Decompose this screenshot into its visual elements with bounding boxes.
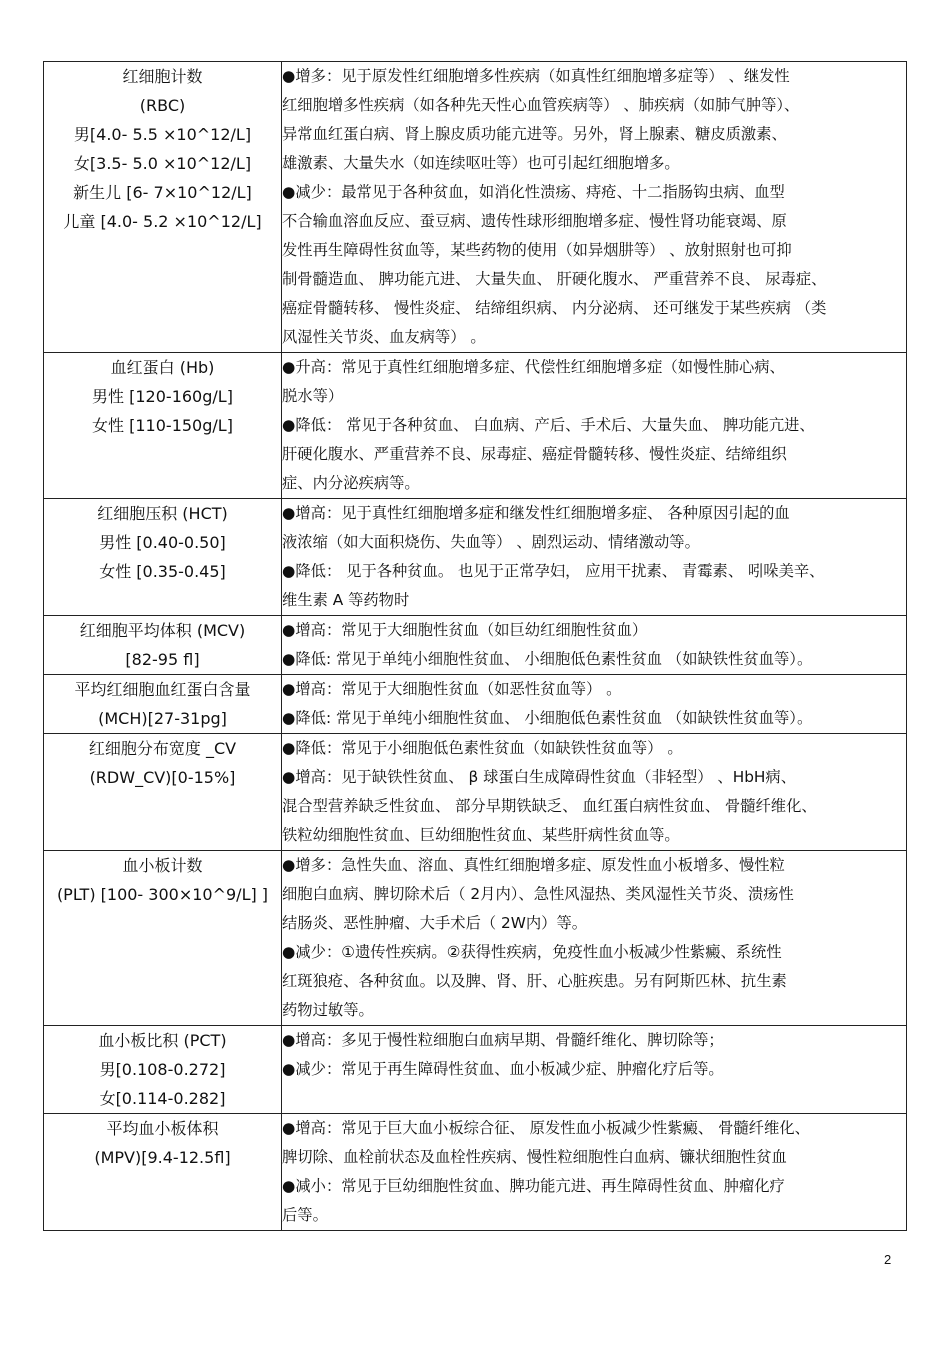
description-line: 不合输血溶血反应、蚕豆病、遗传性球形细胞增多症、慢性肾功能衰竭、原	[282, 212, 787, 230]
description-line: 发性再生障碍性贫血等，某些药物的使用（如异烟肼等） 、放射照射也可抑	[282, 241, 792, 259]
item-description-cell	[282, 675, 907, 734]
description-line: 制骨髓造血、 脾功能亢进、 大量失血、 肝硬化腹水、 严重营养不良、 尿毒症、	[282, 270, 827, 288]
item-name-line: 男[4.0- 5.5 ×10^12/L]	[73, 125, 252, 144]
table-row	[44, 353, 907, 499]
description-line: ●减少：①遗传性疾病。②获得性疾病，免疫性血小板减少性紫癜、系统性	[282, 943, 782, 961]
description-line: ●增高：常见于大细胞性贫血（如恶性贫血等） 。	[282, 680, 622, 698]
item-name-line: (RBC)	[139, 96, 186, 115]
description-line: 症、内分泌疾病等。	[282, 474, 420, 492]
description-line: ●增高：常见于巨大血小板综合征、 原发性血小板减少性紫癜、 骨髓纤维化、	[282, 1119, 810, 1137]
item-name-line: [82-95 fl]	[125, 650, 200, 669]
description-line: 风湿性关节炎、血友病等） 。	[282, 328, 486, 346]
item-name-line: 男性 [120-160g/L]	[92, 387, 233, 406]
item-name-line: 红细胞平均体积 (MCV)	[79, 621, 246, 640]
description-line: ●增高：常见于大细胞性贫血（如巨幼红细胞性贫血）	[282, 621, 648, 639]
table-row	[44, 851, 907, 1026]
item-description-cell	[282, 851, 907, 1026]
description-line: ●增多：急性失血、溶血、真性红细胞增多症、原发性血小板增多、慢性粒	[282, 856, 785, 874]
description-line: ●降低：常见于小细胞低色素性贫血（如缺铁性贫血等） 。	[282, 739, 683, 757]
item-name-cell	[44, 62, 282, 353]
description-line: 红斑狼疮、各种贫血。以及脾、肾、肝、心脏疾患。另有阿斯匹林、抗生素	[282, 972, 787, 990]
description-line: 细胞白血病、脾切除术后（ 2月内）、急性风湿热、类风湿性关节炎、溃疡性	[282, 885, 794, 903]
item-name-cell	[44, 1114, 282, 1231]
item-name-cell	[44, 499, 282, 616]
item-description-cell	[282, 353, 907, 499]
item-name-line: 女性 [0.35-0.45]	[99, 562, 226, 581]
item-description-cell	[282, 616, 907, 675]
item-name-cell	[44, 851, 282, 1026]
table-row	[44, 616, 907, 675]
description-line: 铁粒幼细胞性贫血、巨幼细胞性贫血、某些肝病性贫血等。	[282, 826, 680, 844]
description-line: 结肠炎、恶性肿瘤、大手术后（ 2W内）等。	[282, 914, 588, 932]
description-line: ●减少：常见于再生障碍性贫血、血小板减少症、肿瘤化疗后等。	[282, 1060, 724, 1078]
description-line: 脱水等）	[282, 387, 344, 405]
item-description-cell	[282, 62, 907, 353]
item-name-line: 血小板计数	[122, 856, 203, 875]
item-name-line: 新生儿 [6- 7×10^12/L]	[73, 183, 252, 202]
description-line: 混合型营养缺乏性贫血、 部分早期铁缺乏、 血红蛋白病性贫血、 骨髓纤维化、	[282, 797, 817, 815]
description-line: 液浓缩（如大面积烧伤、失血等） 、剧烈运动、情绪激动等。	[282, 533, 700, 551]
item-name-line: 男[0.108-0.272]	[99, 1060, 226, 1079]
description-line: ●增高：见于真性红细胞增多症和继发性红细胞增多症、 各种原因引起的血	[282, 504, 790, 522]
description-line: 异常血红蛋白病、肾上腺皮质功能亢进等。另外，肾上腺素、糖皮质激素、	[282, 125, 787, 143]
item-description-cell	[282, 1114, 907, 1231]
item-name-cell	[44, 734, 282, 851]
item-description-cell	[282, 734, 907, 851]
description-line: 后等。	[282, 1206, 328, 1224]
description-line: ●降低： 常见于各种贫血、 白血病、产后、手术后、大量失血、 脾功能亢进、	[282, 416, 815, 434]
table-body	[44, 62, 907, 1231]
item-name-line: 儿童 [4.0- 5.2 ×10^12/L]	[63, 212, 262, 231]
description-line: ●增高：见于缺铁性贫血、 β 球蛋白生成障碍性贫血（非轻型） 、HbH病、	[282, 768, 797, 786]
item-name-cell	[44, 616, 282, 675]
item-name-line: (RDW_CV)[0-15%]	[89, 768, 236, 787]
description-line: ●增多：见于原发性红细胞增多性疾病（如真性红细胞增多症等） 、继发性	[282, 67, 790, 85]
description-line: 脾切除、血栓前状态及血栓性疾病、慢性粒细胞性白血病、镰状细胞性贫血	[282, 1148, 787, 1166]
item-name-line: (MCH)[27-31pg]	[98, 709, 227, 728]
item-name-line: 女性 [110-150g/L]	[92, 416, 233, 435]
item-name-line: 红细胞分布宽度 _CV	[88, 739, 237, 758]
item-name-line: 男性 [0.40-0.50]	[99, 533, 226, 552]
description-line: 雄激素、大量失水（如连续呕吐等）也可引起红细胞增多。	[282, 154, 680, 172]
table-row	[44, 1114, 907, 1231]
item-name-line: 红细胞计数	[122, 67, 203, 86]
description-line: ●减小：常见于巨幼细胞性贫血、脾功能亢进、再生障碍性贫血、肿瘤化疗	[282, 1177, 785, 1195]
item-name-cell	[44, 675, 282, 734]
table-row	[44, 62, 907, 353]
table-row	[44, 675, 907, 734]
table-row	[44, 499, 907, 616]
item-name-line: 平均红细胞血红蛋白含量	[74, 680, 251, 699]
item-name-cell	[44, 1026, 282, 1114]
item-name-line: 血小板比积 (PCT)	[98, 1031, 227, 1050]
description-line: 肝硬化腹水、严重营养不良、尿毒症、癌症骨髓转移、慢性炎症、结缔组织	[282, 445, 787, 463]
item-name-line: (PLT) [100- 300×10^9/L] ]	[56, 885, 269, 904]
blood-test-reference-table	[43, 61, 907, 1231]
item-name-cell	[44, 353, 282, 499]
item-name-line: 血红蛋白 (Hb)	[110, 358, 215, 377]
item-name-line: 女[3.5- 5.0 ×10^12/L]	[73, 154, 252, 173]
item-name-line: (MPV)[9.4-12.5fl]	[94, 1148, 231, 1167]
description-line: ●增高：多见于慢性粒细胞白血病早期、骨髓纤维化、脾切除等；	[282, 1031, 724, 1049]
item-name-line: 女[0.114-0.282]	[99, 1089, 226, 1108]
description-line: ●降低: 常见于单纯小细胞性贫血、 小细胞低色素性贫血 （如缺铁性贫血等）。	[282, 650, 813, 668]
table-row	[44, 1026, 907, 1114]
description-line: ●降低： 见于各种贫血。 也见于正常孕妇， 应用干扰素、 青霉素、 吲哚美辛、	[282, 562, 825, 580]
description-line: ●降低: 常见于单纯小细胞性贫血、 小细胞低色素性贫血 （如缺铁性贫血等）。	[282, 709, 813, 727]
description-line: 红细胞增多性疾病（如各种先天性心血管疾病等） 、肺疾病（如肺气肿等）、	[282, 96, 800, 114]
item-name-line: 平均血小板体积	[106, 1119, 219, 1138]
item-name-line: 红细胞压积 (HCT)	[97, 504, 228, 523]
description-line: 药物过敏等。	[282, 1001, 374, 1019]
table-row	[44, 734, 907, 851]
description-line: ●升高：常见于真性红细胞增多症、代偿性红细胞增多症（如慢性肺心病、	[282, 358, 785, 376]
description-line: ●减少：最常见于各种贫血，如消化性溃疡、痔疮、十二指肠钩虫病、血型	[282, 183, 785, 201]
page-number: 2	[884, 1252, 892, 1267]
item-description-cell	[282, 1026, 907, 1114]
description-line: 癌症骨髓转移、 慢性炎症、 结缔组织病、 内分泌病、 还可继发于某些疾病 （类	[282, 299, 827, 317]
description-line: 维生素 A 等药物时	[282, 591, 410, 609]
item-description-cell	[282, 499, 907, 616]
